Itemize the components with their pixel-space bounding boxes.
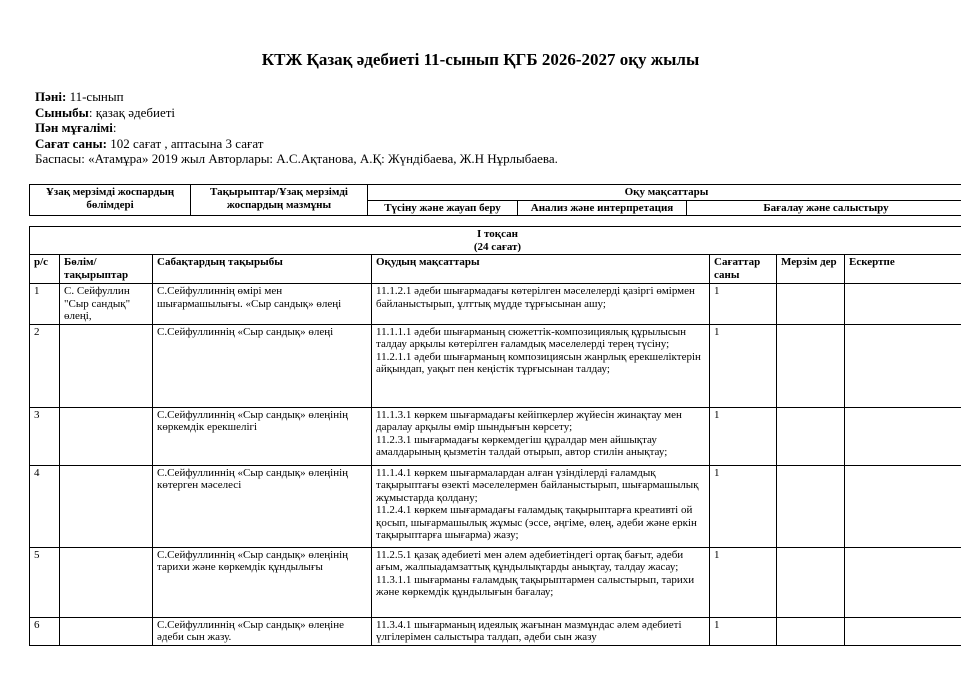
subject-value: 11-сынып xyxy=(66,89,124,104)
class-label: Сыныбы xyxy=(35,104,89,120)
long-term-sections-header: Ұзақ мерзімді жоспардың бөлімдері xyxy=(30,185,191,216)
row-notes xyxy=(845,284,961,325)
row-num: 2 xyxy=(30,324,60,407)
row-goals xyxy=(372,284,710,325)
row-topic: С.Сейфуллиннің «Сыр сандық» өлеңіне әдеби сын жазу. xyxy=(153,617,372,645)
goal-line: 11.1.3.1 көркем шығармадағы кейіпкерлер жүйесін жинақтау мен даралау арқылы өмір шындығын көрсету; xyxy=(376,408,682,433)
row-goals xyxy=(372,547,710,617)
row-notes xyxy=(845,407,961,465)
row-hours: 1 xyxy=(710,465,777,547)
goal-line: 11.2.3.1 шығармадағы көркемдегіш құралдар мен айшықтау амалдарының қызметін талдай отырып, автор стилін анықтау; xyxy=(376,433,668,458)
row-num: 1 xyxy=(30,284,60,325)
row-notes xyxy=(845,617,961,645)
hours-label: Сағат саны: xyxy=(35,135,107,151)
row-hours: 1 xyxy=(710,407,777,465)
col-section-header: Бөлім/ тақырыптар xyxy=(60,255,153,284)
goal-line: 11.1.4.1 көркем шығармалардан алған үзінділерді ғаламдық тақырыптағы өзекті мәселелермен байланыстырып, шығармашылық жұмыстарда қолдану; xyxy=(376,466,699,504)
row-hours: 1 xyxy=(710,547,777,617)
row-hours: 1 xyxy=(710,324,777,407)
table-row xyxy=(30,547,961,617)
row-section xyxy=(60,407,153,465)
row-topic: С.Сейфуллиннің «Сыр сандық» өлеңі xyxy=(153,324,372,407)
goal-line: 11.2.1.1 әдеби шығарманың композициясын жанрлық ерекшеліктерін айқындап, уақыт пен кеңістік тұрғысынан талдау; xyxy=(376,350,701,375)
row-num: 5 xyxy=(30,547,60,617)
row-date xyxy=(777,407,845,465)
hours-value: 102 сағат , аптасына 3 сағат xyxy=(107,135,264,151)
row-date xyxy=(777,547,845,617)
row-hours: 1 xyxy=(710,284,777,325)
col-hours-header: Сағаттар саны xyxy=(710,255,777,284)
row-goals xyxy=(372,465,710,547)
goal-line: 11.2.5.1 қазақ әдебиеті мен әлем әдебиетіндегі ортақ бағыт, әдеби ағым, жалпыадамзаттық құндылықтарды анықтау, талдау жасау; xyxy=(376,548,684,573)
learning-goals-header: Оқу мақсаттары xyxy=(368,185,961,201)
row-notes xyxy=(845,324,961,407)
row-goals xyxy=(372,617,710,645)
row-goals xyxy=(372,324,710,407)
goal-line: 11.1.2.1 әдеби шығармадағы көтерілген мәселелерді қазіргі өмірмен байланыстырып, ұлттық мүдде тұрғысынан ашу; xyxy=(376,285,695,310)
goal-line: 11.3.1.1 шығарманы ғаламдық тақырыптармен салыстырып, тарихи және көркемдік құндылығын бағалау; xyxy=(376,573,695,598)
publisher-line: Баспасы: «Атамұра» 2019 жыл Авторлары: А.С.Ақтанова, А.Қ: Жүндібаева, Ж.Н Нұрлыбаева. xyxy=(35,151,558,166)
row-section xyxy=(60,547,153,617)
lesson-table xyxy=(29,226,961,646)
row-date xyxy=(777,617,845,645)
goal-understanding-header: Түсіну және жауап беру xyxy=(368,200,518,216)
subject-label: Пәні: xyxy=(35,89,67,104)
row-date xyxy=(777,465,845,547)
row-num: 4 xyxy=(30,465,60,547)
row-date xyxy=(777,324,845,407)
row-topic: С.Сейфуллиннің «Сыр сандық» өлеңінің көтерген мәселесі xyxy=(153,465,372,547)
subject-line xyxy=(35,89,558,105)
col-notes-header: Ескертпе xyxy=(845,255,961,284)
col-topic-header: Сабақтардың тақырыбы xyxy=(153,255,372,284)
document-title: КТЖ Қазақ әдебиеті 11-сынып ҚГБ 2026-2027 оқу жылы xyxy=(261,50,700,69)
row-section xyxy=(60,324,153,407)
class-value: : қазақ әдебиеті xyxy=(88,104,176,120)
teacher-label: Пән мұғалімі xyxy=(35,120,113,135)
class-line xyxy=(35,105,558,121)
topics-header: Тақырыптар/Ұзақ мерзімді жоспардың мазмұны xyxy=(191,185,368,216)
row-hours: 1 xyxy=(710,617,777,645)
table-row xyxy=(30,407,961,465)
row-section xyxy=(60,465,153,547)
table-row xyxy=(30,465,961,547)
goal-evaluation-header: Бағалау және салыстыру xyxy=(687,200,961,216)
row-date xyxy=(777,284,845,325)
goal-line: 11.3.4.1 шығарманың идеялық жағынан мазмұндас әлем әдебиеті үлгілерімен салыстыра талдап, әдеби сын жазу xyxy=(376,618,682,643)
row-topic: С.Сейфуллиннің «Сыр сандық» өлеңінің тарихи және көркемдік құндылығы xyxy=(153,547,372,617)
goal-line: 11.1.1.1 әдеби шығарманың сюжеттік-композициялық құрылысын талдау арқылы көтерілген ғаламдық мәселелерді терең түсіну; xyxy=(376,325,687,350)
document-info xyxy=(35,89,558,167)
goal-analysis-header: Анализ және интерпретация xyxy=(518,200,687,216)
col-objectives-header: Оқудың мақсаттары xyxy=(372,255,710,284)
row-topic: С.Сейфуллиннің өмірі мен шығармашылығы. «Сыр сандық» өлеңі xyxy=(153,284,372,325)
row-num: 6 xyxy=(30,617,60,645)
quarter-name: І тоқсан xyxy=(477,228,518,240)
hours-line xyxy=(35,136,558,152)
row-section xyxy=(60,617,153,645)
column-header-row xyxy=(30,255,961,284)
teacher-value: : xyxy=(112,120,117,135)
row-notes xyxy=(845,547,961,617)
row-notes xyxy=(845,465,961,547)
table-row xyxy=(30,284,961,325)
quarter-title xyxy=(30,227,961,255)
col-num-header: р/с xyxy=(30,255,60,284)
col-date-header: Мерзім дер xyxy=(777,255,845,284)
goal-line: 11.2.4.1 көркем шығармадағы ғаламдық тақырыптарға креативті ой қосып, шығармашылық жұмыс (эссе, әңгіме, өлең, әдеби және еркін тақырыптарға шығарма) жазу; xyxy=(376,504,697,541)
quarter-hours: (24 сағат) xyxy=(473,240,522,253)
row-num: 3 xyxy=(30,407,60,465)
plan-header-table xyxy=(29,184,961,216)
quarter-row xyxy=(30,227,961,255)
row-section: С. Сейфуллин "Сыр сандық" өлеңі, xyxy=(60,284,153,325)
table-row xyxy=(30,617,961,645)
teacher-line xyxy=(35,120,558,136)
row-goals xyxy=(372,407,710,465)
table-row xyxy=(30,324,961,407)
row-topic: С.Сейфуллиннің «Сыр сандық» өлеңінің көркемдік ерекшелігі xyxy=(153,407,372,465)
